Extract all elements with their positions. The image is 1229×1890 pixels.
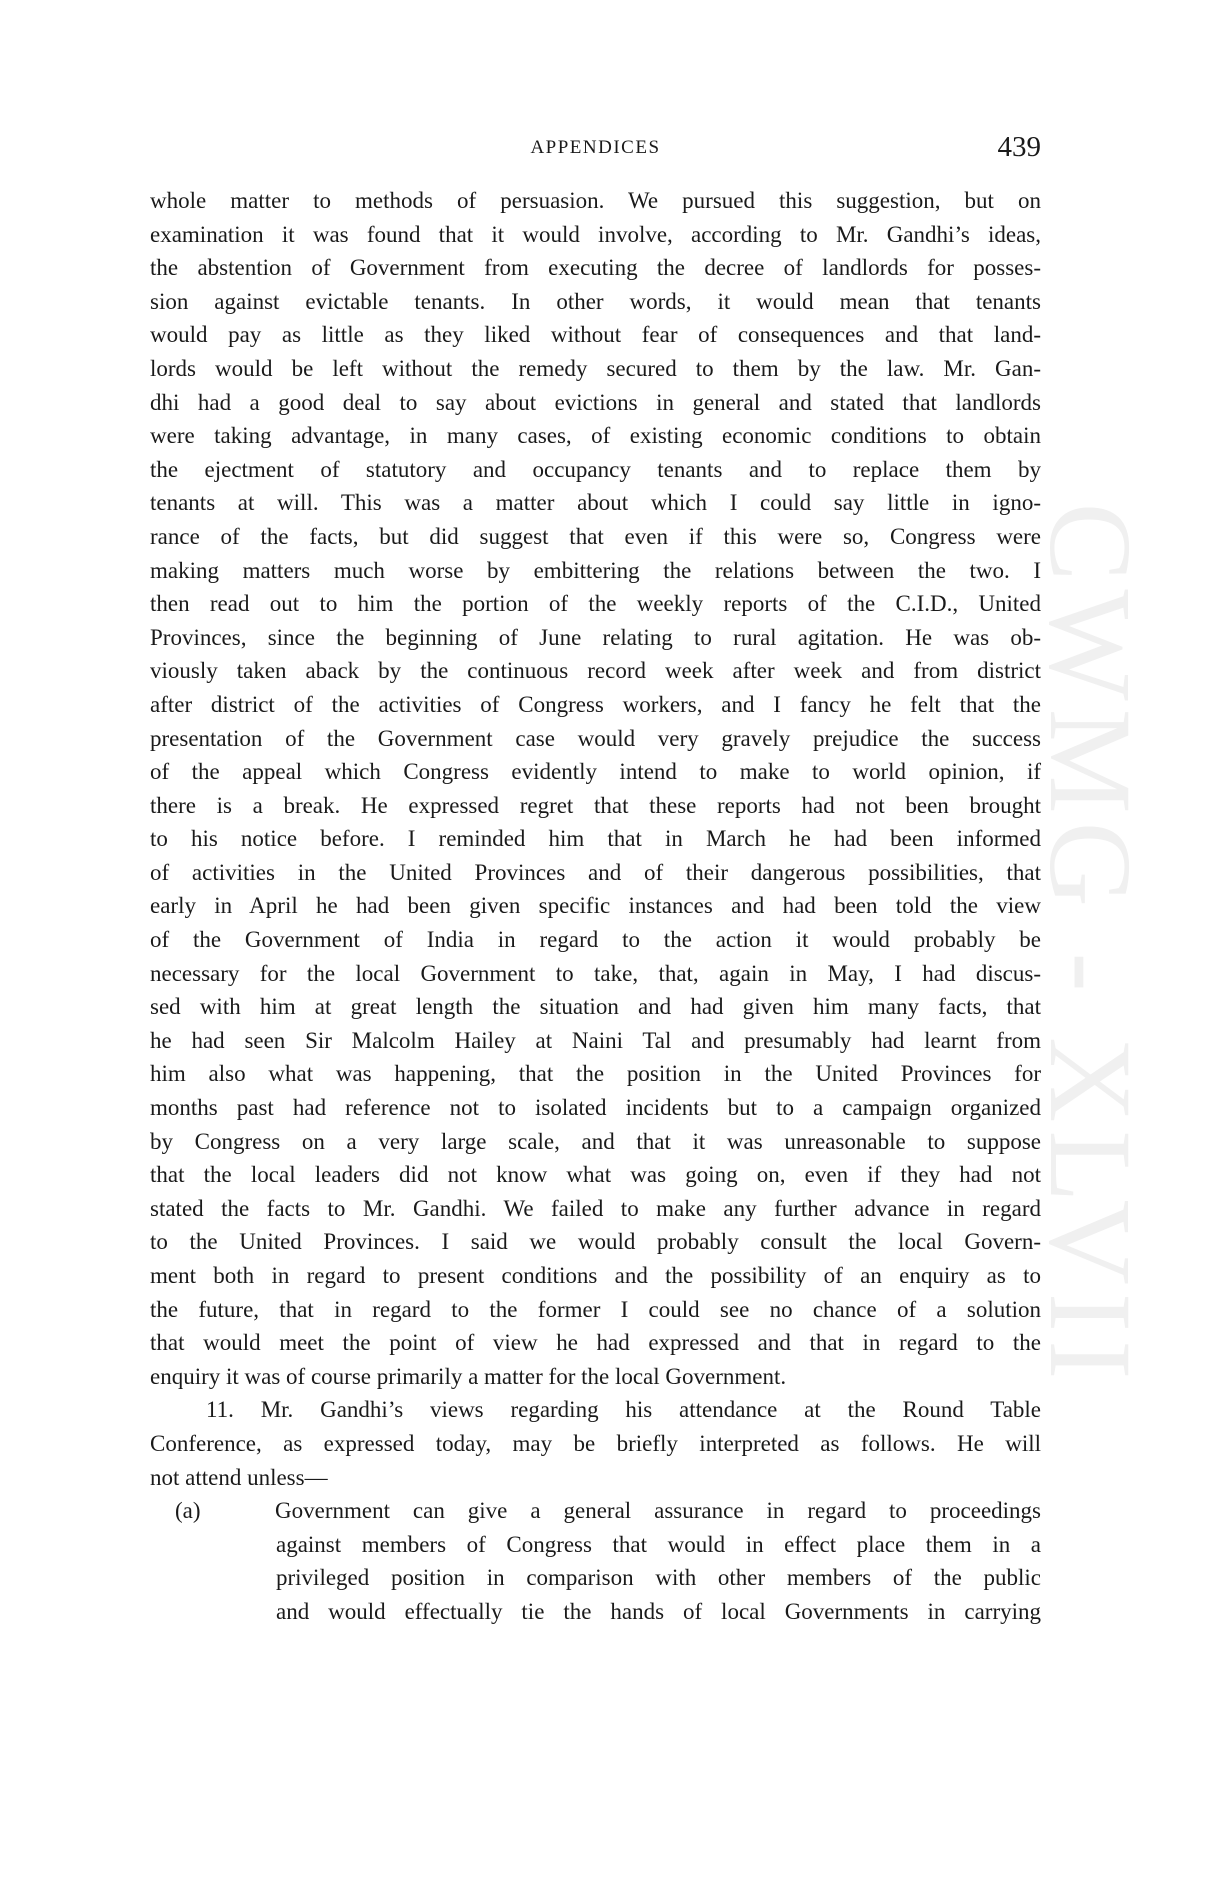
paragraph-11-line: Conference, as expressed today, may be briefly interpreted as follows. He will <box>150 1430 1041 1456</box>
text-line: of the appeal which Congress evidently intend to make to world opinion, if <box>150 759 1041 785</box>
text-line: then read out to him the portion of the weekly reports of the C.I.D., United <box>150 591 1041 617</box>
text-line: the ejectment of statutory and occupancy tenants and to replace them by <box>150 456 1041 482</box>
text-line: rance of the facts, but did suggest that even if this were so, Congress were <box>150 523 1041 549</box>
text-line: sion against evictable tenants. In other words, it would mean that tenants <box>150 288 1041 314</box>
text-line: to the United Provinces. I said we would probably consult the local Govern- <box>150 1229 1041 1255</box>
text-line: he had seen Sir Malcolm Hailey at Naini Tal and presumably had learnt from <box>150 1027 1041 1053</box>
text-line: him also what was happening, that the position in the United Provinces for <box>150 1061 1041 1087</box>
text-line: Provinces, since the beginning of June relating to rural agitation. He was ob- <box>150 624 1041 650</box>
text-line: lords would be left without the remedy secured to them by the law. Mr. Gan- <box>150 355 1041 381</box>
text-line: examination it was found that it would involve, according to Mr. Gandhi’s ideas, <box>150 221 1041 247</box>
item-text: Government can give a general assurance in regard to proceedings <box>275 1498 1041 1524</box>
text-line: viously taken aback by the continuous record week after week and from district <box>150 658 1041 684</box>
watermark <box>1025 425 1156 1465</box>
text-line: stated the facts to Mr. Gandhi. We failed to make any further advance in regard <box>150 1195 1041 1221</box>
text-line: the future, that in regard to the former I could see no chance of a solution <box>150 1296 1041 1322</box>
text-line: presentation of the Government case would very gravely prejudice the success <box>150 725 1041 751</box>
text-line: that would meet the point of view he had expressed and that in regard to the <box>150 1330 1041 1356</box>
text-line: dhi had a good deal to say about evictions in general and stated that landlords <box>150 389 1041 415</box>
body-text <box>150 184 1041 1629</box>
list-item-a <box>150 1494 1041 1528</box>
text-line: there is a break. He expressed regret that these reports had not been brought <box>150 792 1041 818</box>
text-line: of the Government of India in regard to the action it would probably be <box>150 927 1041 953</box>
text-line: enquiry it was of course primarily a matter for the local Government. <box>150 1363 787 1389</box>
text-line: tenants at will. This was a matter about which I could say little in igno- <box>150 490 1041 516</box>
text-line: making matters much worse by embittering the relations between the two. I <box>150 557 1041 583</box>
text-line: would pay as little as they liked without fear of consequences and that land- <box>150 322 1041 348</box>
text-line: necessary for the local Government to take, that, again in May, I had discus- <box>150 960 1041 986</box>
text-line: months past had reference not to isolated incidents but to a campaign organized <box>150 1095 1041 1121</box>
text-line: by Congress on a very large scale, and that it was unreasonable to suppose <box>150 1128 1041 1154</box>
text-line: after district of the activities of Congress workers, and I fancy he felt that the <box>150 691 1041 717</box>
watermark-text: CWMG - XLVII <box>1025 502 1156 1388</box>
list-item-a-line: privileged position in comparison with other members of the public <box>276 1565 1041 1591</box>
text-line: sed with him at great length the situation and had given him many facts, that <box>150 994 1041 1020</box>
running-head <box>150 131 1041 167</box>
list-item-a-line: and would effectually tie the hands of local Governments in carrying <box>276 1598 1041 1624</box>
text-line: were taking advantage, in many cases, of existing economic conditions to obtain <box>150 423 1041 449</box>
page-number: 439 <box>997 131 1041 163</box>
running-title: APPENDICES <box>530 137 661 158</box>
text-line: whole matter to methods of persuasion. We pursued this suggestion, but on <box>150 188 1041 213</box>
text-line: early in April he had been given specific instances and had been told the view <box>150 893 1041 919</box>
text-line: that the local leaders did not know what was going on, even if they had not <box>150 1162 1041 1188</box>
text-line: to his notice before. I reminded him that in March he had been informed <box>150 826 1041 852</box>
list-item-a-line: against members of Congress that would in effect place them in a <box>276 1531 1041 1557</box>
text-line: of activities in the United Provinces and of their dangerous possibilities, that <box>150 859 1041 885</box>
text-line: ment both in regard to present conditions and the possibility of an enquiry as to <box>150 1263 1041 1288</box>
paragraph-11-line: 11. Mr. Gandhi’s views regarding his attendance at the Round Table <box>206 1397 1041 1423</box>
item-label: (a) <box>175 1498 201 1524</box>
paragraph-11-line: not attend unless— <box>150 1464 328 1490</box>
text-line: the abstention of Government from executing the decree of landlords for posses- <box>150 255 1041 281</box>
